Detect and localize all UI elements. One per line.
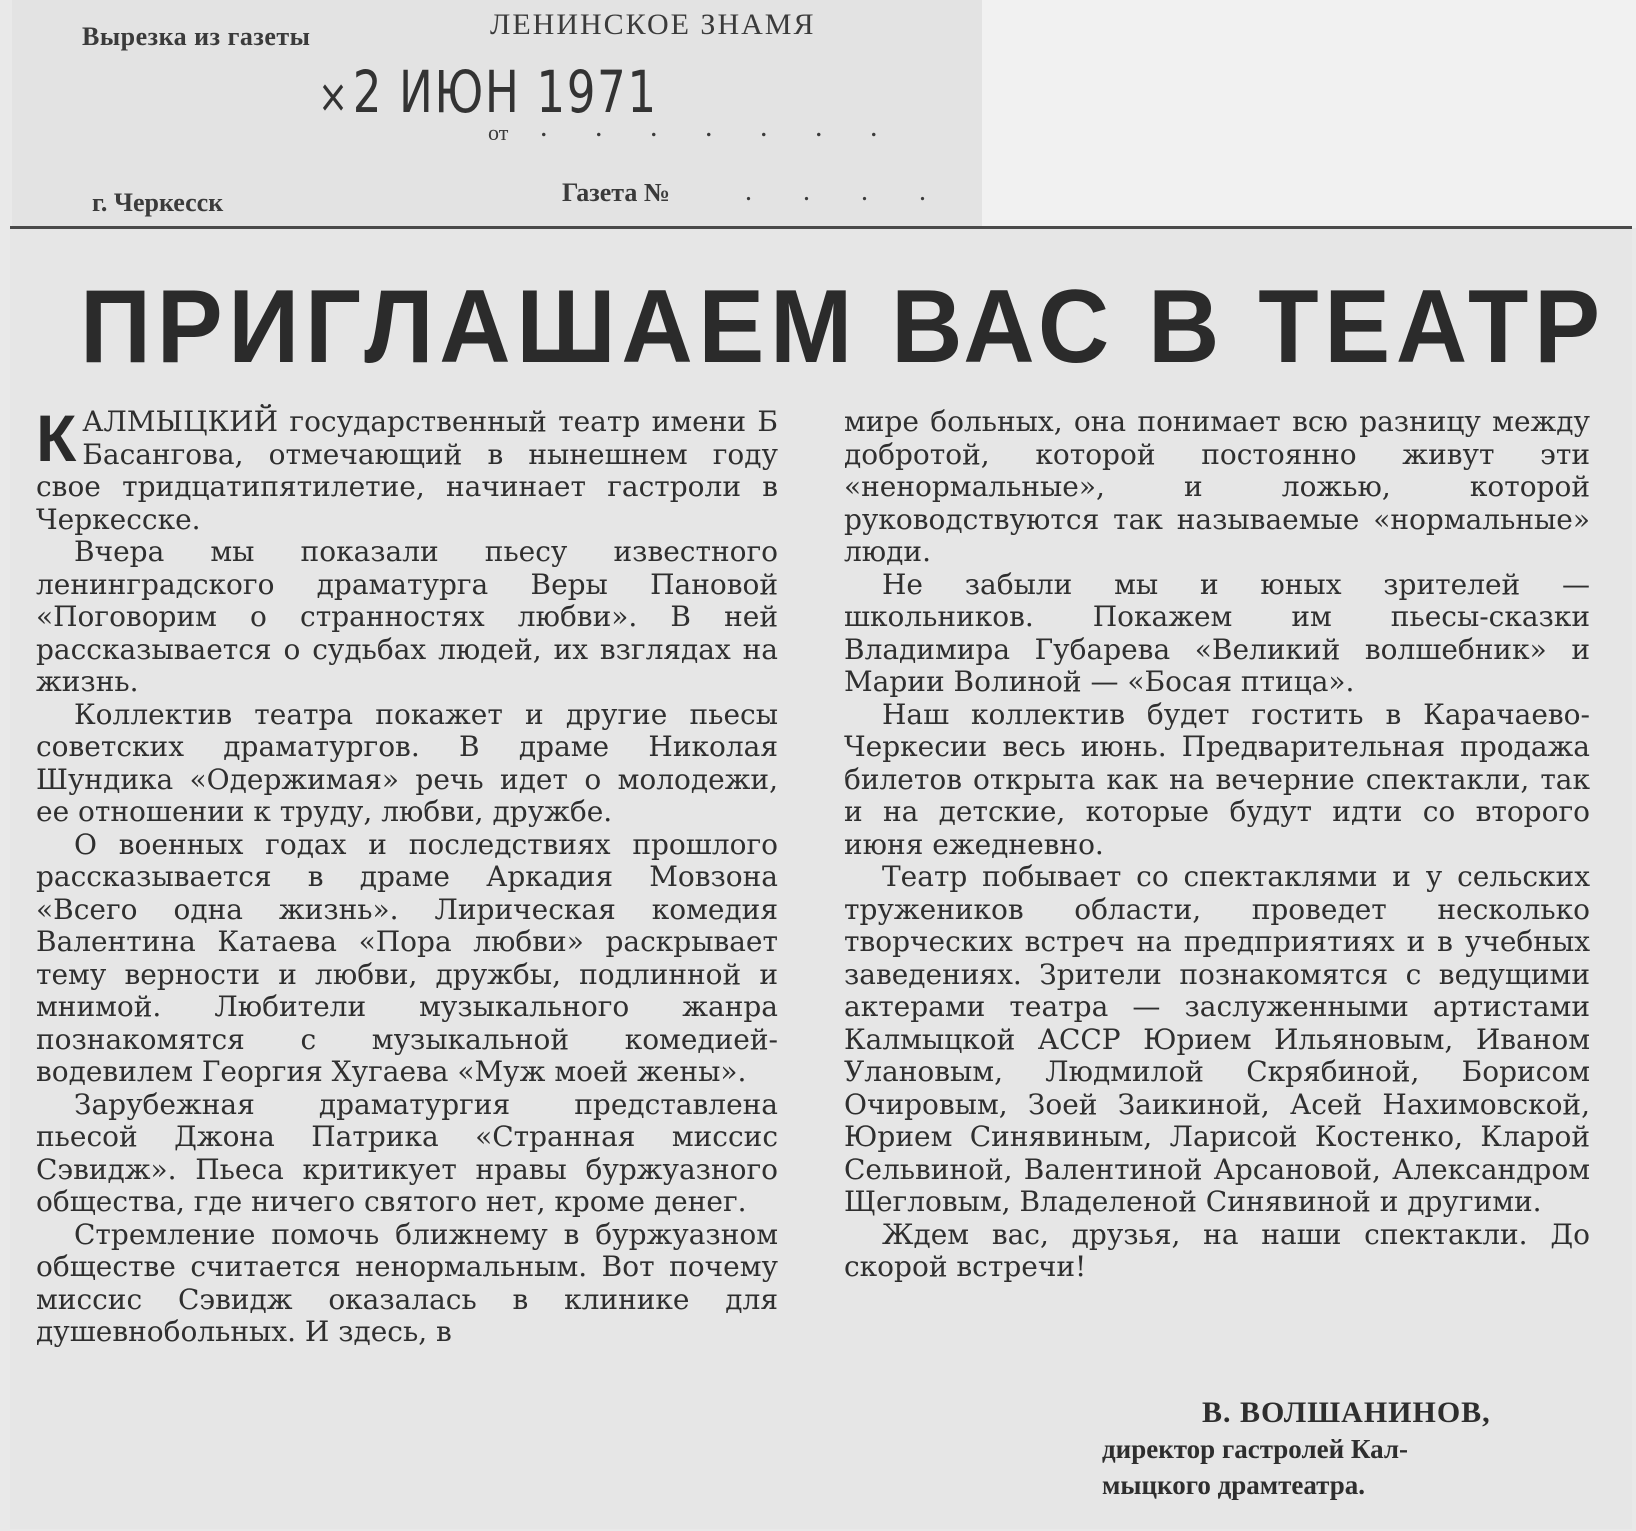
from-label: от <box>488 120 509 145</box>
gazeta-number-dots: . . . . <box>745 176 948 207</box>
paragraph: Наш коллектив будет гостить в Карачаево-Черкесии весь июнь. Предварительная продажа билетов открыта как на вечерние спектакли, так и на детские, которые будут идти со второго июня ежедневно. <box>844 697 1590 861</box>
paragraph: Коллектив театра покажет и другие пьесы советских драматургов. В драме Николая Шундика «Одержимая» речь идет о молодежи, ее отношении к труду, любви, дружбе. <box>36 697 778 828</box>
article-column-left <box>36 401 778 1349</box>
date-stamp-prefix: × <box>318 69 350 123</box>
date-stamp-text: 2 ИЮН 1971 <box>352 58 658 126</box>
paragraph: Стремление помочь ближнему в буржуазном обществе считается ненормальным. Вот почему миссис Сэвидж оказалась в клинике для душевнобольных. И здесь, в <box>36 1217 778 1348</box>
paragraph: Зарубежная драматургия представлена пьесой Джона Патрика «Странная миссис Сэвидж». Пьеса критикует нравы буржуазного общества, где ничего святого нет, кроме денег. <box>36 1087 778 1218</box>
paragraph: Не забыли мы и юных зрителей — школьников. Покажем им пьесы-сказки Владимира Губарева «Великий волшебник» и Марии Волиной — «Босая птица». <box>844 567 1590 698</box>
clip-label: Вырезка из газеты <box>82 22 311 51</box>
paragraph: Театр побывает со спектаклями и у сельских тружеников области, проведет несколько творческих встреч на предприятиях и в учебных заведениях. Зрители познакомятся с ведущими актерами театра — заслуженными артистами Калмыцкой АССР Юрием Ильяновым, Иваном Улановым, Людмилой Скрябиной, Борисом Очировым, Зоей Заикиной, Асей Нахимовской, Юрием Синявиным, Ларисой Костенко, Кларой Сельвиной, Валентиной Арсановой, Александром Щегловым, Владеленой Синявиной и другими. <box>844 860 1590 1218</box>
gazeta-number-label: Газета № <box>562 178 670 207</box>
newspaper-name: ЛЕНИНСКОЕ ЗНАМЯ <box>490 8 816 41</box>
paragraph: Ждем вас, друзья, на наши спектакли. До скорой встречи! <box>844 1217 1590 1283</box>
paragraph: мире больных, она понимает всю разницу между добротой, которой постоянно живут эти «ненормальные», и ложью, которой руководствуются так называемые «нормальные» люди. <box>844 405 1590 568</box>
city-label: г. Черкесск <box>92 188 224 217</box>
article-headline: ПРИГЛАШАЕМ ВАС В ТЕАТР <box>80 269 1606 385</box>
author-title-line-1: директор гастролей Кал- <box>1102 1434 1408 1464</box>
article-column-right <box>844 406 1590 1284</box>
paragraph: О военных годах и последствиях прошлого рассказывается в драме Аркадия Мовзона «Всего одна жизнь». Лирическая комедия Валентина Катаева «Пора любви» раскрывает тему верности и любви, дружбы, подлинной и мнимой. Любители музыкального жанра познакомятся с музыкальной комедией-водевилем Георгия Хугаева «Муж моей жены». <box>36 827 778 1088</box>
drop-cap: К <box>36 401 77 475</box>
from-dots: . . . . . . . <box>540 110 898 143</box>
paragraph: Вчера мы показали пьесу известного ленинградского драматурга Веры Пановой «Поговорим о странностях любви». В ней рассказывается о судьбах людей, их взглядах на жизнь. <box>36 535 778 698</box>
author-signature <box>1102 1396 1562 1502</box>
author-name: В. ВОЛШАНИНОВ, <box>1202 1396 1491 1429</box>
paragraph: КАЛМЫЦКИЙ государственный театр имени Б Басангова, отмечающий в нынешнем году свое тридцатипятилетие, начинает гастроли в Черкесске. <box>36 401 778 536</box>
header-blank-strip <box>982 0 1636 228</box>
author-title-line-2: мыцкого драмтеатра. <box>1102 1470 1366 1500</box>
